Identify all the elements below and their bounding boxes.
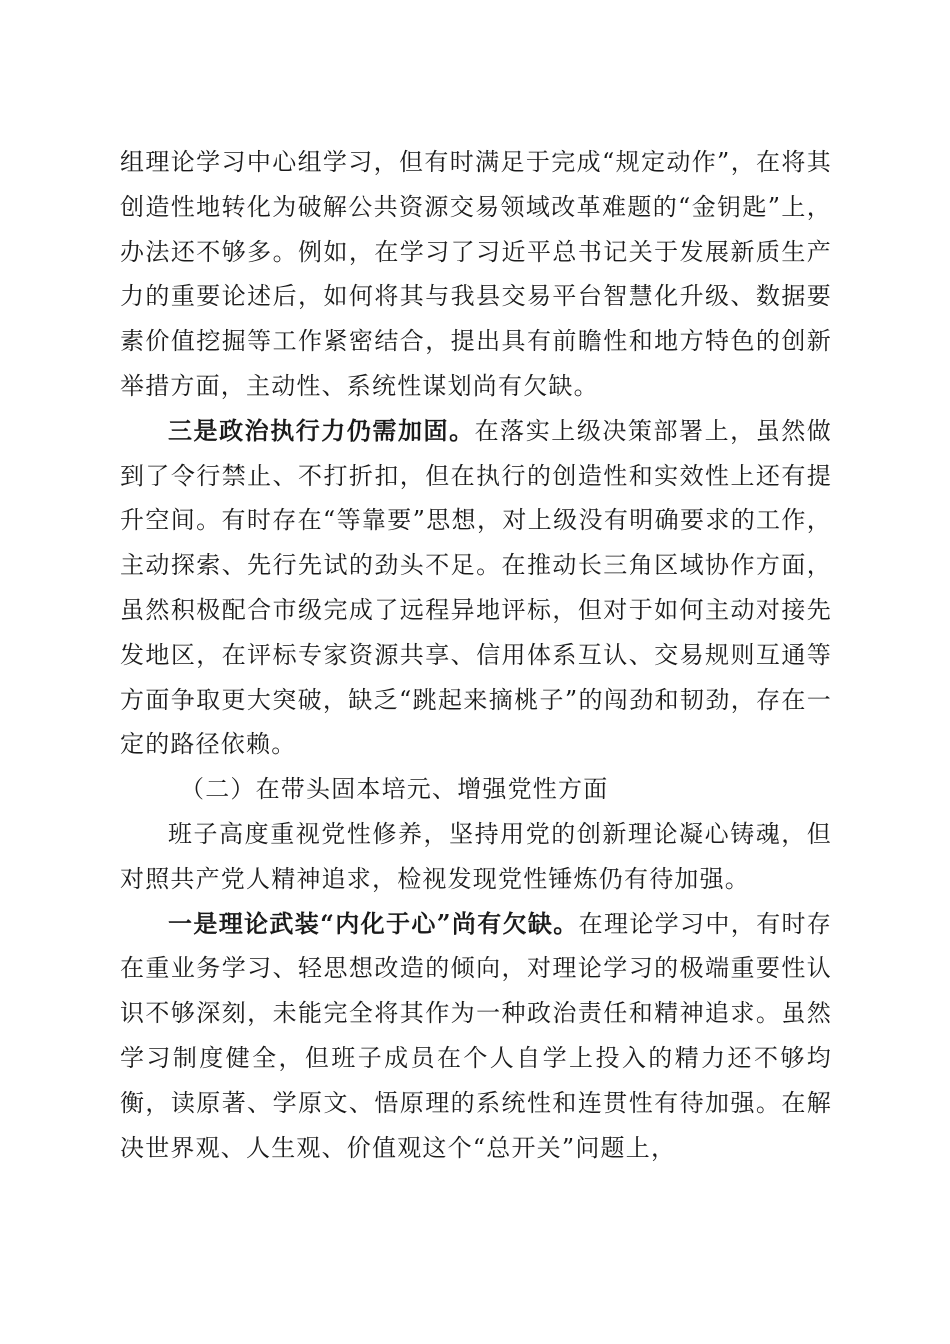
paragraph-continuation: [120, 140, 832, 409]
paragraph-theory-armament: [120, 902, 832, 1171]
paragraph-political-execution: [120, 409, 832, 767]
paragraph-lead: 三是政治执行力仍需加固。: [168, 415, 475, 445]
paragraph-lead: 一是理论武装“内化于心”尚有欠缺。: [168, 908, 579, 938]
document-body: [120, 140, 832, 1170]
paragraph-text: 组理论学习中心组学习，但有时满足于完成“规定动作”，在将其创造性地转化为破解公共资源交易领域改革难题的“金钥匙”上，办法还不够多。例如，在学习了习近平总书记关于发展新质生产力的重要论述后，如何将其与我县交易平台智慧化升级、数据要素价值挖掘等工作紧密结合，提出具有前瞻性和地方特色的创新举措方面，主动性、系统性谋划尚有欠缺。: [120, 148, 832, 400]
section-heading-text: （二）在带头固本培元、增强党性方面: [180, 775, 609, 804]
paragraph-party-spirit-intro: [120, 812, 832, 902]
section-heading: [120, 767, 832, 812]
paragraph-text: 在落实上级决策部署上，虽然做到了令行禁止、不打折扣，但在执行的创造性和实效性上还有提升空间。有时存在“等靠要”思想，对上级没有明确要求的工作，主动探索、先行先试的劲头不足。在推动长三角区域协作方面，虽然积极配合市级完成了远程异地评标，但对于如何主动对接先发地区，在评标专家资源共享、信用体系互认、交易规则互通等方面争取更大突破，缺乏“跳起来摘桃子”的闯劲和韧劲，存在一定的路径依赖。: [120, 416, 832, 759]
paragraph-text: 在理论学习中，有时存在重业务学习、轻思想改造的倾向，对理论学习的极端重要性认识不够深刻，未能完全将其作为一种政治责任和精神追求。虽然学习制度健全，但班子成员在个人自学上投入的精力还不够均衡，读原著、学原文、悟原理的系统性和连贯性有待加强。在解决世界观、人生观、价值观这个“总开关”问题上，: [120, 909, 833, 1162]
paragraph-text: 班子高度重视党性修养，坚持用党的创新理论凝心铸魂，但对照共产党人精神追求，检视发现党性锤炼仍有待加强。: [120, 819, 832, 893]
